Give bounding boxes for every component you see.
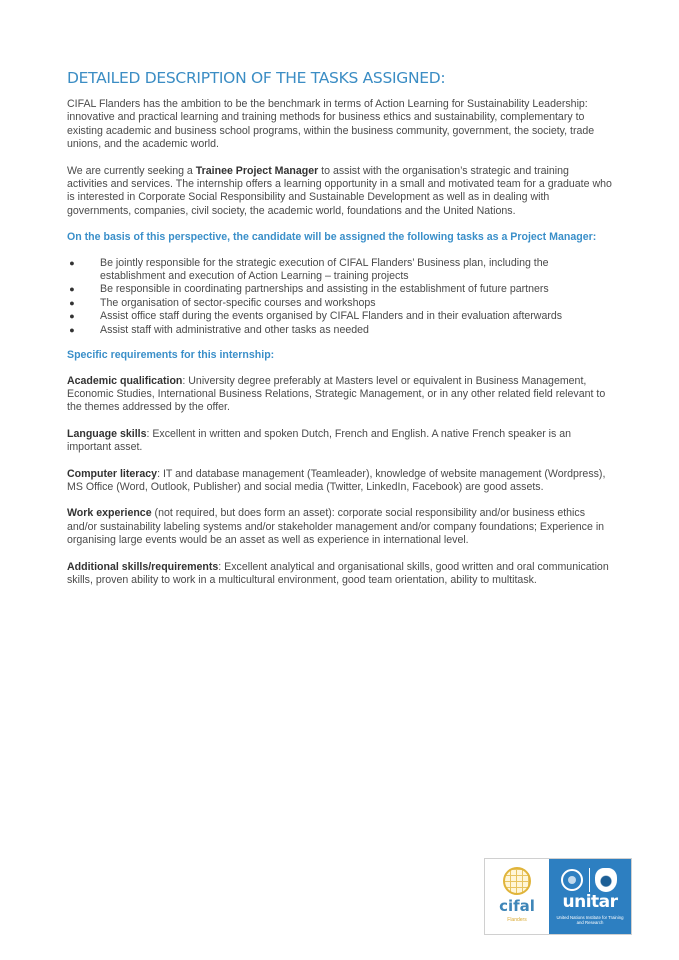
divider: [589, 868, 590, 892]
requirement-text: : Excellent in written and spoken Dutch, French and English. A native French speaker is an important asset.: [67, 427, 572, 454]
unitar-logo: [549, 859, 631, 934]
list-item: [67, 297, 612, 310]
tasks-heading: On the basis of this perspective, the candidate will be assigned the following tasks as a Project Manager:: [67, 231, 597, 244]
requirement-computer: [67, 468, 612, 495]
bullet-icon: ●: [69, 324, 75, 335]
unitar-subtitle: United Nations Institute for Training and Research: [556, 915, 624, 925]
intro-paragraph: CIFAL Flanders has the ambition to be the benchmark in terms of Action Learning for Sustainability Leadership: innovative and practical learning and training methods for business ethics and sustainability, complementary to existing academic and business school programs, within the business community, government, the society, trade unions, and the academic world.: [67, 98, 595, 151]
requirements-heading: Specific requirements for this internship:: [67, 349, 275, 362]
requirement-label: Work experience: [67, 507, 152, 520]
task-text: Assist office staff during the events organised by CIFAL Flanders and in their evaluation afterwards: [100, 310, 563, 323]
task-text: Be jointly responsible for the strategic execution of CIFAL Flanders’ Business plan, including the establishment and execution of Action Learning – training projects: [100, 256, 549, 283]
seeking-text-before: We are currently seeking a: [67, 164, 196, 177]
task-text: Assist staff with administrative and other tasks as needed: [100, 323, 369, 336]
cifal-subtitle: Flanders: [507, 917, 527, 923]
bullet-icon: ●: [69, 311, 75, 322]
position-title: Trainee Project Manager: [195, 164, 319, 177]
task-text: Be responsible in coordinating partnerships and assisting in the establishment of future partners: [100, 283, 549, 296]
requirement-academic: [67, 375, 612, 415]
requirement-text: : Excellent analytical and organisational skills, good written and oral communication skills, proven ability to work in a multicultural environment, good team orientation, ability to multitask.: [67, 560, 609, 586]
unitar-emblem-icon: [595, 868, 617, 892]
unitar-wordmark: unitar: [562, 892, 618, 912]
un-emblem-icon: [561, 869, 583, 891]
list-item: [67, 257, 612, 284]
document-content: [67, 68, 612, 600]
list-item: [67, 310, 612, 323]
page-title: DETAILED DESCRIPTION OF THE TASKS ASSIGNED:: [67, 69, 446, 87]
tasks-list: [67, 257, 612, 337]
requirement-additional: [67, 561, 612, 588]
requirement-label: Computer literacy: [67, 467, 158, 480]
requirement-text: : University degree preferably at Masters level or equivalent in Business Management, Economic Studies, International Business Relations, Strategic Management, or in any other related field relevant to the themes addressed by the offer.: [67, 374, 606, 414]
list-item: [67, 324, 612, 337]
task-text: The organisation of sector-specific courses and workshops: [100, 296, 376, 309]
bullet-icon: ●: [69, 284, 75, 295]
bullet-icon: ●: [69, 257, 75, 268]
requirement-text: (not required, but does form an asset): corporate social responsibility and/or business ethics and/or sustainability labeling systems and/or stakeholder management and/or company foundations; Experience in organising large events would be an asset as well as experience in international level.: [67, 507, 605, 547]
requirement-text: : IT and database management (Teamleader), knowledge of website management (Wordpress), MS Office (Word, Outlook, Publisher) and social media (Twitter, LinkedIn, Facebook) are good assets.: [67, 467, 606, 493]
cifal-unitar-logo: [484, 858, 632, 935]
globe-icon: [503, 867, 531, 895]
cifal-wordmark: cifal: [499, 897, 535, 915]
bullet-icon: ●: [69, 297, 75, 308]
requirement-label: Additional skills/requirements: [67, 560, 219, 573]
requirement-label: Academic qualification: [67, 374, 183, 387]
requirement-language: [67, 428, 612, 455]
cifal-logo: [485, 859, 549, 934]
requirement-work-experience: [67, 507, 612, 547]
seeking-paragraph: [67, 165, 612, 219]
seeking-text-after: to assist with the organisation’s strategic and training activities and services. The internship offers a learning opportunity in a small and motivated team for a graduate who is interested in Corporate Social Responsibility and Sustainable Development as well as in dealing with governments, companies, civil society, the academic world, foundations and the United Nations.: [67, 164, 612, 217]
requirement-label: Language skills: [67, 427, 147, 440]
list-item: [67, 283, 612, 296]
